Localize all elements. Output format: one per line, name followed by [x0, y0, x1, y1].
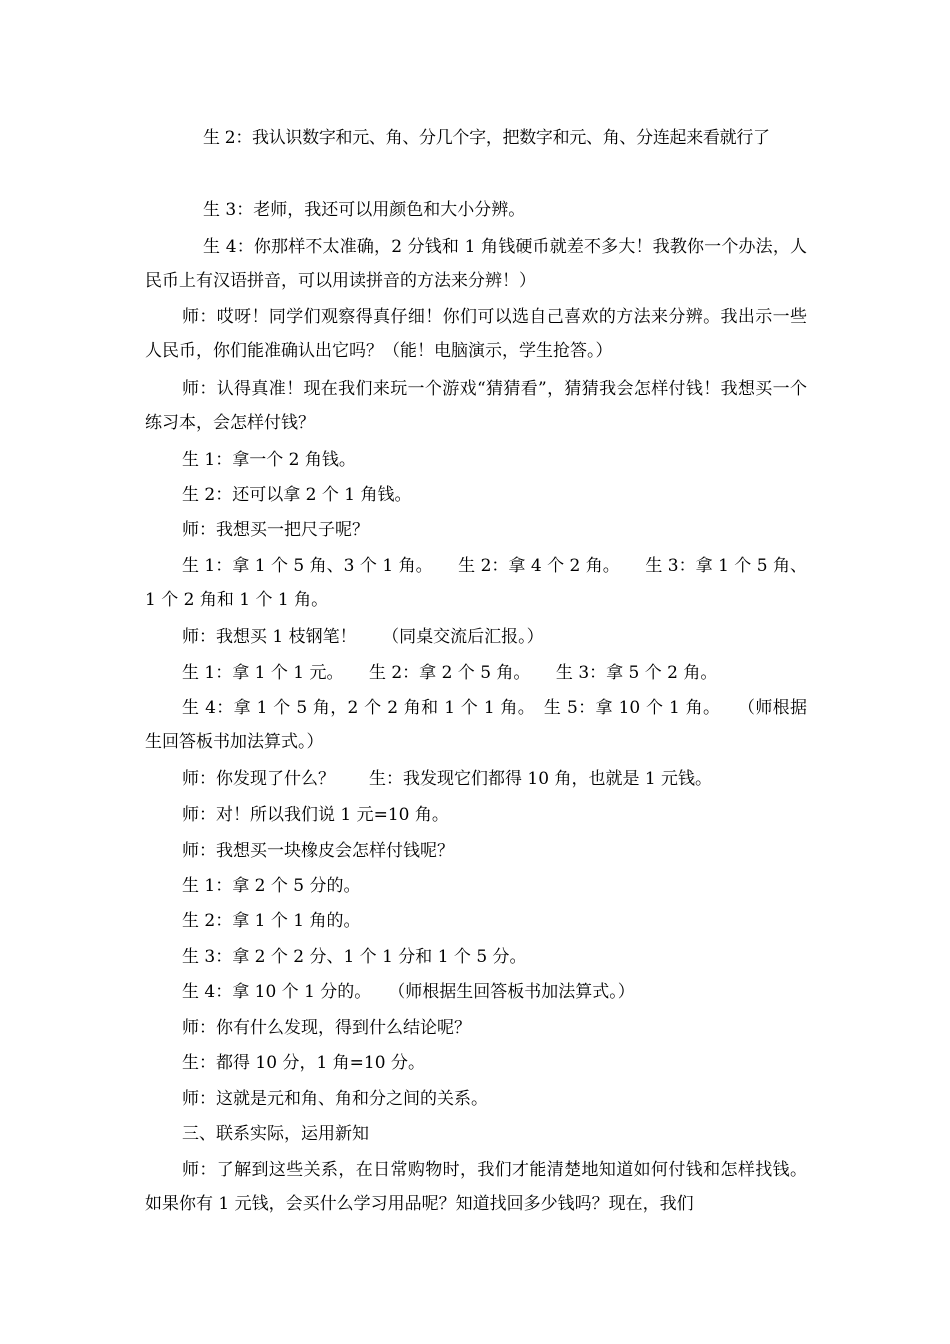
dialogue-paragraph: 师：这就是元和角、角和分之间的关系。	[182, 1089, 488, 1109]
dialogue-paragraph: 师：我想买一把尺子呢？	[182, 520, 369, 540]
dialogue-paragraph: 师：我想买 1 枝钢笔！ （同桌交流后汇报。）	[182, 627, 544, 647]
dialogue-paragraph: 生 3：老师，我还可以用颜色和大小分辨。	[203, 200, 526, 220]
dialogue-paragraph: 生 1：拿 2 个 5 分的。	[182, 876, 361, 896]
dialogue-paragraph: 师：认得真准！现在我们来玩一个游戏“猜猜看”，猜猜我会怎样付钱！我想买一个练习本，会怎样付钱？	[145, 379, 807, 433]
dialogue-paragraph: 师：了解到这些关系，在日常购物时，我们才能清楚地知道如何付钱和怎样找钱。如果你有 1 元钱，会买什么学习用品呢？知道找回多少钱吗？现在，我们	[145, 1160, 807, 1214]
section-heading: 三、联系实际，运用新知	[182, 1124, 369, 1144]
dialogue-paragraph: 生：都得 10 分，1 角=10 分。	[182, 1053, 425, 1073]
dialogue-paragraph: 生 2：我认识数字和元、角、分几个字，把数字和元、角、分连起来看就行了	[203, 128, 770, 148]
dialogue-paragraph: 生 4：你那样不太准确，2 分钱和 1 角钱硬币就差不多大！我教你一个办法，人民币上有汉语拼音，可以用读拼音的方法来分辨！）	[145, 237, 807, 291]
dialogue-paragraph: 师：你有什么发现，得到什么结论呢？	[182, 1018, 471, 1038]
dialogue-paragraph: 生 1：拿 1 个 5 角、3 个 1 角。 生 2：拿 4 个 2 角。 生 3：拿 1 个 5 角、1 个 2 角和 1 个 1 角。	[145, 556, 807, 610]
dialogue-paragraph: 生 2：拿 1 个 1 角的。	[182, 911, 361, 931]
dialogue-paragraph: 生 1：拿一个 2 角钱。	[182, 450, 356, 470]
dialogue-paragraph: 生 3：拿 2 个 2 分、1 个 1 分和 1 个 5 分。	[182, 947, 527, 967]
dialogue-paragraph: 师：我想买一块橡皮会怎样付钱呢？	[182, 841, 454, 861]
dialogue-paragraph: 师：对！所以我们说 1 元=10 角。	[182, 805, 449, 825]
dialogue-paragraph: 生 1：拿 1 个 1 元。 生 2：拿 2 个 5 角。 生 3：拿 5 个 2 角。	[182, 663, 718, 683]
dialogue-paragraph: 生 4：拿 1 个 5 角，2 个 2 角和 1 个 1 角。 生 5：拿 10 个 1 角。 （师根据生回答板书加法算式。）	[145, 698, 807, 752]
dialogue-paragraph: 生 4：拿 10 个 1 分的。 （师根据生回答板书加法算式。）	[182, 982, 635, 1002]
dialogue-paragraph: 师：哎呀！同学们观察得真仔细！你们可以选自己喜欢的方法来分辨。我出示一些人民币，你们能准确认出它吗？（能！电脑演示，学生抢答。）	[145, 307, 807, 361]
dialogue-paragraph: 生 2：还可以拿 2 个 1 角钱。	[182, 485, 412, 505]
dialogue-paragraph: 师：你发现了什么？ 生：我发现它们都得 10 角，也就是 1 元钱。	[182, 769, 713, 789]
